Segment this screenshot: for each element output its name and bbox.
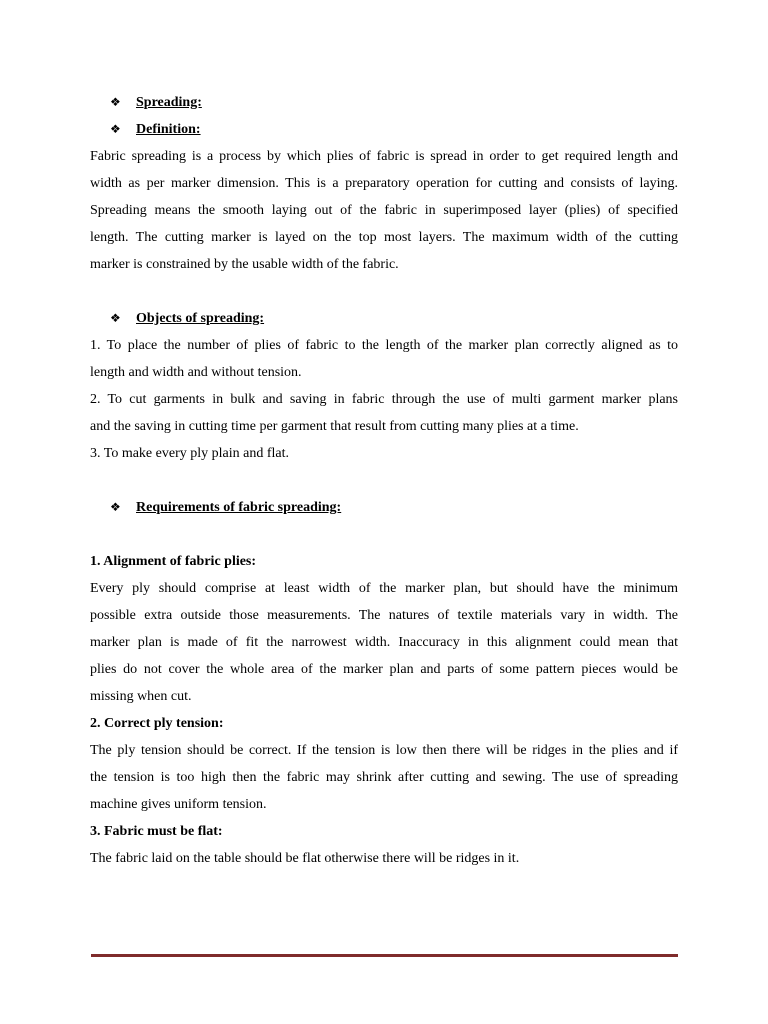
heading-requirements-label: Requirements of fabric spreading: bbox=[136, 500, 342, 515]
heading-spreading bbox=[90, 89, 678, 116]
definition-line: length. The cutting marker is layed on the top most layers. The maximum width of the cutting bbox=[90, 230, 678, 245]
diamond-bullet-icon: ❖ bbox=[110, 311, 121, 325]
document-page bbox=[90, 89, 678, 872]
objects-line: and the saving in cutting time per garment that result from cutting many plies at a time. bbox=[90, 419, 579, 434]
requirement-1-title: 1. Alignment of fabric plies: bbox=[90, 554, 257, 569]
heading-objects bbox=[90, 305, 678, 332]
heading-definition-label: Definition: bbox=[136, 122, 201, 137]
spacer bbox=[90, 467, 678, 494]
diamond-bullet-icon: ❖ bbox=[110, 95, 121, 109]
requirement-3-title: 3. Fabric must be flat: bbox=[90, 824, 223, 839]
requirement-2-line: machine gives uniform tension. bbox=[90, 797, 267, 812]
objects-line: 3. To make every ply plain and flat. bbox=[90, 446, 289, 461]
requirement-2-title: 2. Correct ply tension: bbox=[90, 716, 224, 731]
definition-line: Fabric spreading is a process by which plies of fabric is spread in order to get required length and bbox=[90, 149, 678, 164]
requirement-1-line: Every ply should comprise at least width of the marker plan, but should have the minimum bbox=[90, 581, 678, 596]
heading-requirements bbox=[90, 494, 678, 521]
heading-spreading-label: Spreading: bbox=[136, 95, 202, 110]
objects-line: 2. To cut garments in bulk and saving in fabric through the use of multi garment marker plans bbox=[90, 392, 678, 407]
heading-definition bbox=[90, 116, 678, 143]
diamond-bullet-icon: ❖ bbox=[110, 500, 121, 514]
requirement-1-line: missing when cut. bbox=[90, 689, 192, 704]
definition-line: marker is constrained by the usable width of the fabric. bbox=[90, 257, 399, 272]
requirement-3-line: The fabric laid on the table should be flat otherwise there will be ridges in it. bbox=[90, 851, 520, 866]
requirement-1-line: plies do not cover the whole area of the marker plan and parts of some pattern pieces would be bbox=[90, 662, 678, 677]
spacer bbox=[90, 521, 678, 548]
requirement-2-line: the tension is too high then the fabric may shrink after cutting and sewing. The use of spreading bbox=[90, 770, 678, 785]
footer-rule bbox=[91, 954, 678, 957]
spacer bbox=[90, 278, 678, 305]
objects-line: 1. To place the number of plies of fabric to the length of the marker plan correctly aligned as to bbox=[90, 338, 678, 353]
heading-objects-label: Objects of spreading: bbox=[136, 311, 265, 326]
definition-line: Spreading means the smooth laying out of the fabric in superimposed layer (plies) of specified bbox=[90, 203, 678, 218]
requirement-1-line: possible extra outside those measurements. The natures of textile materials vary in width. The bbox=[90, 608, 678, 623]
requirement-1-line: marker plan is made of fit the narrowest width. Inaccuracy in this alignment could mean that bbox=[90, 635, 678, 650]
diamond-bullet-icon: ❖ bbox=[110, 122, 121, 136]
objects-line: length and width and without tension. bbox=[90, 365, 302, 380]
definition-line: width as per marker dimension. This is a preparatory operation for cutting and consists of laying. bbox=[90, 176, 678, 191]
requirement-2-line: The ply tension should be correct. If the tension is low then there will be ridges in the plies and if bbox=[90, 743, 678, 758]
